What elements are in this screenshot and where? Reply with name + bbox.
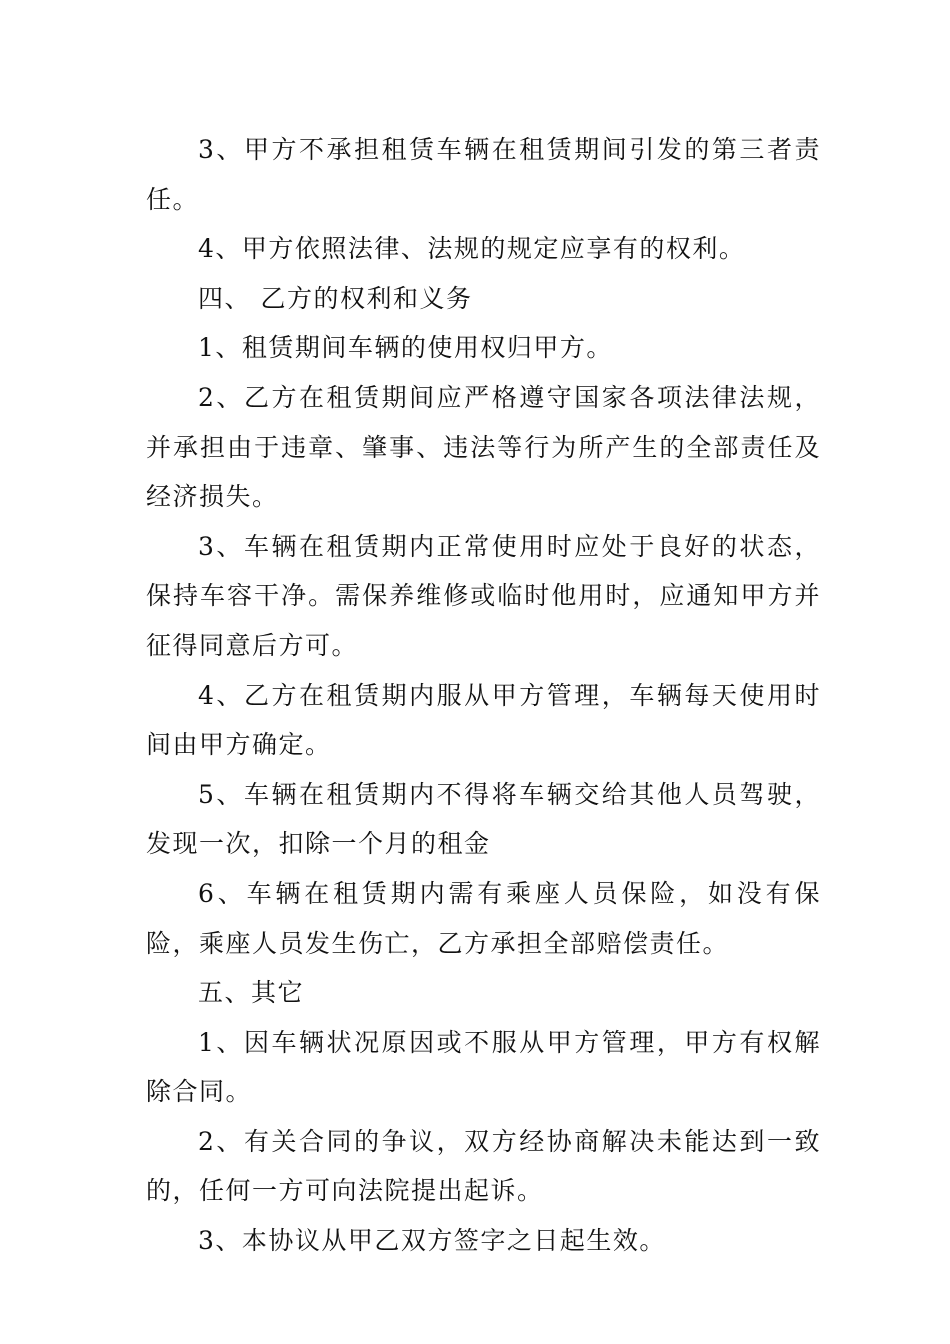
paragraph-party-a-legal-rights: 4、甲方依照法律、法规的规定应享有的权利。	[198, 234, 746, 264]
paragraph-management: 4、乙方在租赁期内服从甲方管理，车辆每天使用时间由甲方确定。	[146, 680, 821, 760]
document-body	[146, 125, 821, 1266]
section-heading-other: 五、其它	[198, 978, 305, 1008]
paragraph-obey-laws: 2、乙方在租赁期间应严格遵守国家各项法律法规，并承担由于违章、肇事、违法等行为所产生的全部责任及经济损失。	[146, 382, 821, 512]
paragraph-no-other-drivers: 5、车辆在租赁期内不得将车辆交给其他人员驾驶，发现一次，扣除一个月的租金	[146, 779, 821, 859]
paragraph-termination: 1、因车辆状况原因或不服从甲方管理，甲方有权解除合同。	[146, 1027, 821, 1107]
paragraph-usage-rights: 1、租赁期间车辆的使用权归甲方。	[198, 333, 613, 363]
paragraph-effective-date: 3、本协议从甲乙双方签字之日起生效。	[198, 1226, 666, 1256]
paragraph-passenger-insurance: 6、车辆在租赁期内需有乘座人员保险，如没有保险，乘座人员发生伤亡，乙方承担全部赔偿责任。	[146, 878, 821, 958]
paragraph-disputes: 2、有关合同的争议，双方经协商解决未能达到一致的，任何一方可向法院提出起诉。	[146, 1126, 821, 1206]
paragraph-party-a-third-party-liability: 3、甲方不承担租赁车辆在租赁期间引发的第三者责任。	[146, 135, 821, 214]
section-heading-party-b-rights: 四、 乙方的权利和义务	[198, 283, 473, 313]
paragraph-vehicle-condition: 3、车辆在租赁期内正常使用时应处于良好的状态，保持车容干净。需保养维修或临时他用时，应通知甲方并征得同意后方可。	[146, 531, 821, 660]
